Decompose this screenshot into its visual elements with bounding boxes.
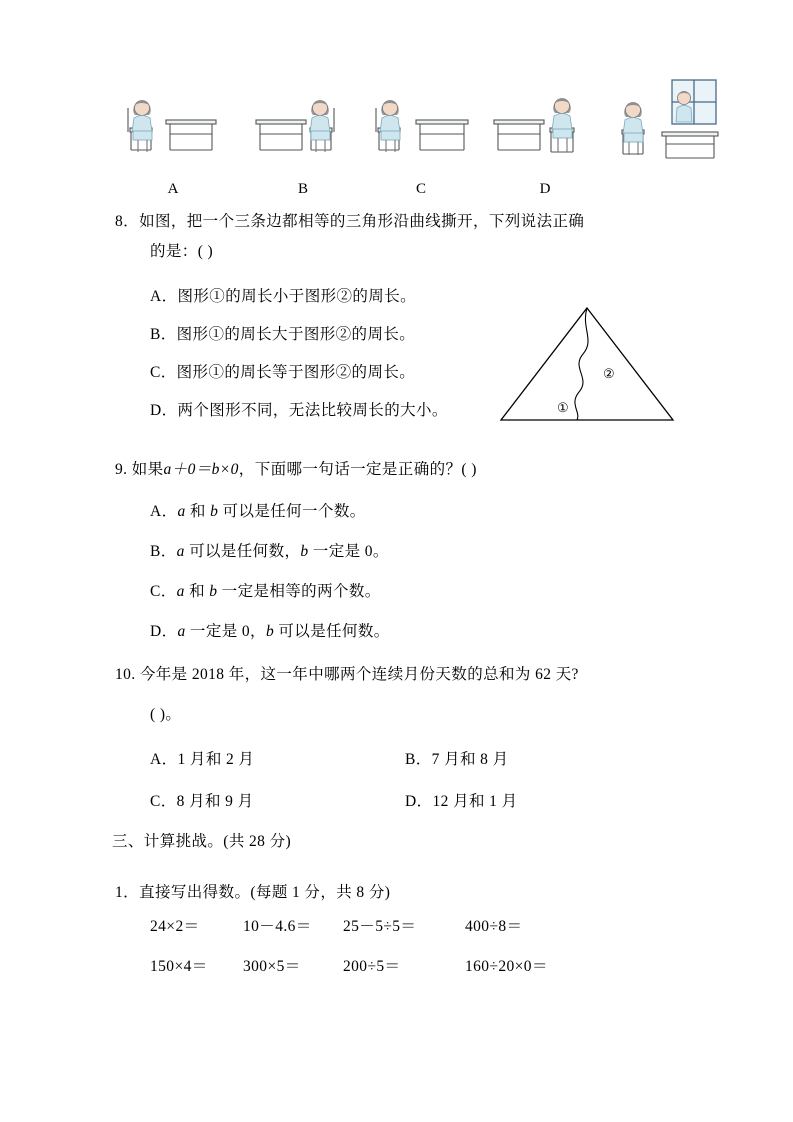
- figure-label-d: D: [539, 181, 551, 197]
- var-b: b: [210, 503, 219, 520]
- question-10-option-d[interactable]: D．12 月和 1 月: [405, 793, 518, 810]
- question-10-option-a[interactable]: A．1 月和 2 月: [150, 751, 255, 768]
- question-8-stem-line2: 的是：( ): [150, 243, 214, 260]
- question-9-formula: a＋0＝b×0: [163, 461, 239, 478]
- var-b: b: [265, 623, 275, 640]
- window-scene-icon: [616, 78, 731, 173]
- opt-text: 和: [184, 583, 210, 600]
- opt-text-tail: 一定是相等的两个数。: [217, 583, 381, 600]
- seating-scene-d-icon: [490, 78, 600, 173]
- opt-text: 和: [185, 503, 211, 520]
- svg-text:②: ②: [603, 366, 615, 381]
- opt-text-tail: 一定是 0。: [308, 543, 389, 560]
- question-9-stem-suffix: ，下面哪一句话一定是正确的？( ): [238, 461, 477, 478]
- section-heading: 三、计算挑战。(共 28 分): [112, 833, 292, 850]
- seating-scene-c-icon: [366, 78, 476, 173]
- calc-item-4: 400÷8＝: [465, 918, 523, 935]
- var-a: a: [177, 623, 186, 640]
- question-10-stem-line2: ( )。: [150, 706, 182, 723]
- calc-item-8: 160÷20×0＝: [465, 958, 548, 975]
- option-letter: D．: [150, 623, 178, 640]
- question-8-stem-line1: [115, 207, 584, 237]
- question-10-option-c[interactable]: C．8 月和 9 月: [150, 793, 254, 810]
- calc-item-2: 10－4.6＝: [243, 918, 312, 935]
- calc-item-3: 25－5÷5＝: [343, 918, 417, 935]
- subquestion-number: 1．: [115, 884, 140, 901]
- torn-triangle-icon: [495, 300, 680, 430]
- question-9-stem-prefix: 如果: [131, 461, 164, 478]
- question-9-number: 9.: [115, 461, 128, 478]
- triangle-figure: [495, 300, 680, 430]
- figure-label-c: C: [415, 181, 426, 197]
- figure-option-a: [118, 78, 228, 198]
- var-a: a: [176, 583, 185, 600]
- subquestion-title: 直接写出得数。(每题 1 分，共 8 分): [139, 884, 391, 901]
- figure-scene-window: [616, 78, 731, 198]
- opt-text-tail: 可以是任何一个数。: [218, 503, 366, 520]
- question-9-option-c[interactable]: [150, 577, 381, 607]
- option-letter: B．: [150, 543, 177, 560]
- option-letter: C．: [150, 583, 177, 600]
- question-9-option-b[interactable]: [150, 537, 389, 567]
- var-b: b: [209, 583, 218, 600]
- calc-item-1: 24×2＝: [150, 918, 200, 935]
- calc-row-2: [150, 952, 548, 982]
- seating-scene-b-icon: [248, 78, 358, 173]
- question-8-option-b[interactable]: B．图形①的周长大于图形②的周长。: [150, 326, 416, 343]
- var-a: a: [176, 543, 185, 560]
- question-10-stem-line1: [115, 660, 579, 690]
- question-8-option-c[interactable]: C．图形①的周长等于图形②的周长。: [150, 364, 416, 381]
- option-letter: A．: [150, 503, 178, 520]
- figure-row-seating: [118, 78, 728, 198]
- subquestion-1: [115, 878, 390, 908]
- opt-text: 一定是 0，: [185, 623, 266, 640]
- question-9-stem: [115, 455, 477, 485]
- question-10-option-b[interactable]: B．7 月和 8 月: [405, 751, 509, 768]
- opt-text: 可以是任何数，: [184, 543, 301, 560]
- figure-label-a: A: [167, 181, 179, 197]
- figure-option-d: [490, 78, 600, 198]
- figure-option-b: [248, 78, 358, 198]
- figure-label-b: B: [297, 181, 308, 197]
- question-8-number: 8．: [115, 213, 140, 230]
- calc-row-1: [150, 912, 522, 942]
- question-8-option-a[interactable]: A．图形①的周长小于图形②的周长。: [150, 288, 416, 305]
- calc-item-7: 200÷5＝: [343, 958, 401, 975]
- question-8-text: 如图，把一个三条边都相等的三角形沿曲线撕开，下列说法正确: [139, 213, 585, 230]
- var-a: a: [177, 503, 186, 520]
- calc-item-5: 150×4＝: [150, 958, 208, 975]
- var-b: b: [300, 543, 309, 560]
- question-10-number: 10.: [115, 666, 136, 683]
- question-9-option-a[interactable]: [150, 497, 366, 527]
- svg-text:①: ①: [557, 400, 569, 415]
- seating-scene-a-icon: [118, 78, 228, 173]
- opt-text-tail: 可以是任何数。: [274, 623, 390, 640]
- question-8-option-d[interactable]: D．两个图形不同，无法比较周长的大小。: [150, 402, 448, 419]
- figure-option-c: [366, 78, 476, 198]
- question-9-option-d[interactable]: [150, 617, 390, 647]
- calc-item-6: 300×5＝: [243, 958, 301, 975]
- question-10-text: 今年是 2018 年，这一年中哪两个连续月份天数的总和为 62 天?: [139, 666, 579, 683]
